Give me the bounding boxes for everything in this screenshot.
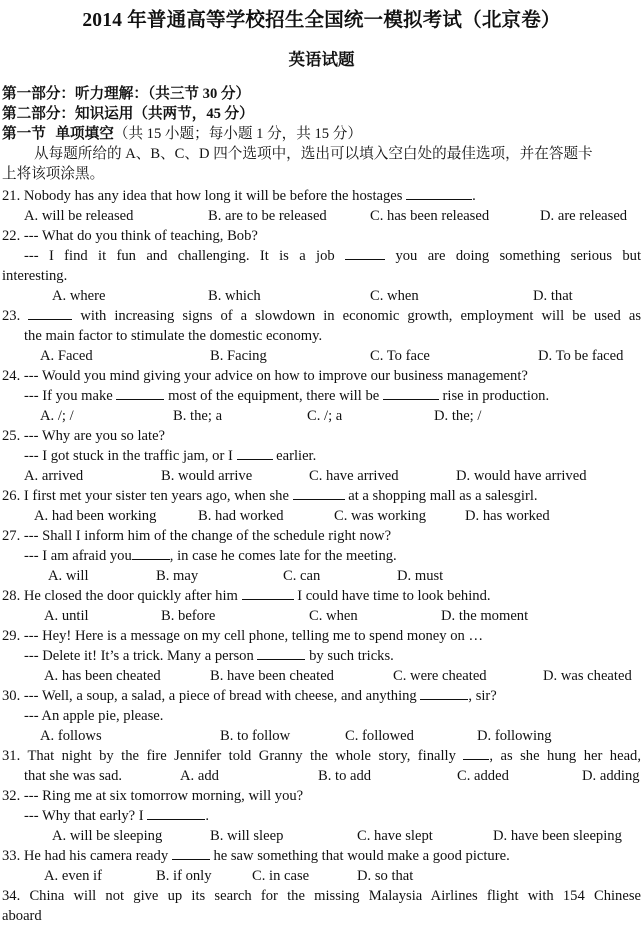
part1-heading: 第一部分：听力理解：（共三节 30 分） xyxy=(2,86,251,102)
question-24-line-2 xyxy=(24,386,549,406)
question-text: 26. I first met your sister ten years ago, when she xyxy=(2,488,289,504)
q29-option-a: A. has been cheated xyxy=(44,668,161,684)
q30-option-b: B. to follow xyxy=(220,728,291,744)
q25-option-b: B. would arrive xyxy=(161,468,253,484)
exam-subtitle: 英语试题 xyxy=(288,50,355,69)
question-text: --- If you make xyxy=(24,388,113,404)
q21-option-d: D. are released xyxy=(540,208,628,224)
question-25-line-2 xyxy=(24,446,316,466)
q32-option-a: A. will be sleeping xyxy=(52,828,163,844)
q27-option-a: A. will xyxy=(48,568,89,584)
answer-blank xyxy=(242,586,294,600)
question-26-stem xyxy=(2,486,538,506)
question-23-line-2: the main factor to stimulate the domestic economy. xyxy=(24,328,323,344)
q33-option-b: B. if only xyxy=(156,868,212,884)
q29-option-b: B. have been cheated xyxy=(210,668,334,684)
answer-blank xyxy=(345,246,385,260)
answer-blank xyxy=(237,446,273,460)
q31-option-b: B. to add xyxy=(318,768,372,784)
q31-option-c: C. added xyxy=(457,768,509,784)
question-text: --- I am afraid you xyxy=(24,548,132,564)
q33-option-d: D. so that xyxy=(357,868,414,884)
section1-label: 第一节 xyxy=(2,126,46,142)
question-text: 33. He had his camera ready xyxy=(2,848,169,864)
exam-title: 2014 年普通高等学校招生全国统一模拟考试（北京卷） xyxy=(82,10,561,31)
q30-option-a: A. follows xyxy=(40,728,102,744)
answer-blank xyxy=(147,806,205,820)
q32-option-c: C. have slept xyxy=(357,828,433,844)
question-33-stem xyxy=(2,846,510,866)
question-text: at a shopping mall as a salesgirl. xyxy=(348,488,538,504)
q22-option-a: A. where xyxy=(52,288,106,304)
section1-heading xyxy=(2,124,362,144)
question-text: , in case he comes late for the meeting. xyxy=(169,548,397,564)
q25-option-c: C. have arrived xyxy=(309,468,399,484)
question-22-line-3: interesting. xyxy=(2,268,68,284)
question-34-line-2: aboard xyxy=(2,908,42,924)
question-text: --- I got stuck in the traffic jam, or I xyxy=(24,448,233,464)
question-27-stem: 27. --- Shall I inform him of the change of the schedule right now? xyxy=(2,528,392,544)
question-27-line-2 xyxy=(24,546,397,566)
q30-option-d: D. following xyxy=(477,728,552,744)
question-29-stem: 29. --- Hey! Here is a message on my cell phone, telling me to spend money on … xyxy=(2,628,484,644)
q24-option-a: A. /; / xyxy=(40,408,74,424)
question-text: --- I find it fun and challenging. It is a job xyxy=(24,248,335,264)
q22-option-b: B. which xyxy=(208,288,261,304)
question-30-line-2: --- An apple pie, please. xyxy=(24,708,164,724)
q33-option-c: C. in case xyxy=(252,868,310,884)
q27-option-d: D. must xyxy=(397,568,444,584)
q23-option-d: D. To be faced xyxy=(538,348,624,364)
question-text: , as she hung her head, xyxy=(489,748,641,764)
q33-option-a: A. even if xyxy=(44,868,102,884)
q24-option-c: C. /; a xyxy=(307,408,343,424)
q27-option-c: C. can xyxy=(283,568,321,584)
q26-option-a: A. had been working xyxy=(34,508,157,524)
question-text: --- Delete it! It’s a trick. Many a person xyxy=(24,648,254,664)
section1-name: 单项填空 xyxy=(55,126,114,142)
q21-option-c: C. has been released xyxy=(370,208,490,224)
q31-option-d: D. adding xyxy=(582,768,640,784)
question-number: 23. xyxy=(2,308,21,324)
q29-option-c: C. were cheated xyxy=(393,668,487,684)
q26-option-d: D. has worked xyxy=(465,508,550,524)
answer-blank xyxy=(420,686,468,700)
q23-option-b: B. Facing xyxy=(210,348,267,364)
q24-option-b: B. the; a xyxy=(173,408,223,424)
q26-option-c: C. was working xyxy=(334,508,427,524)
q32-option-d: D. have been sleeping xyxy=(493,828,622,844)
q26-option-b: B. had worked xyxy=(198,508,284,524)
question-text: , sir? xyxy=(468,688,497,704)
part2-heading: 第二部分：知识运用（共两节，45 分） xyxy=(2,106,254,122)
question-text: 21. Nobody has any idea that how long it will be before the hostages xyxy=(2,188,403,204)
question-22-stem: 22. --- What do you think of teaching, Bob? xyxy=(2,228,258,244)
answer-blank xyxy=(383,386,439,400)
answer-blank xyxy=(28,306,72,320)
question-text: 30. --- Well, a soup, a salad, a piece of bread with cheese, and anything xyxy=(2,688,417,704)
question-text: 31. That night by the fire Jennifer told Granny the whole story, finally xyxy=(2,748,456,764)
answer-blank xyxy=(406,186,472,200)
question-23-stem xyxy=(2,306,641,326)
answer-blank xyxy=(116,386,164,400)
question-34-stem: 34. China will not give up its search for the missing Malaysia Airlines flight with 154 Chinese xyxy=(2,888,641,904)
q23-option-c: C. To face xyxy=(370,348,430,364)
q22-option-c: C. when xyxy=(370,288,419,304)
q23-option-a: A. Faced xyxy=(40,348,93,364)
question-text: most of the equipment, there will be xyxy=(168,388,380,404)
answer-blank xyxy=(132,546,170,560)
question-22-line-2 xyxy=(24,246,641,266)
question-text: --- Why that early? I xyxy=(24,808,144,824)
question-24-stem: 24. --- Would you mind giving your advice on how to improve our business management? xyxy=(2,368,528,384)
instructions-line-2: 上将该项涂黑。 xyxy=(2,166,105,182)
question-31-line-2: that she was sad. xyxy=(24,768,123,784)
question-text: by such tricks. xyxy=(309,648,394,664)
question-28-stem xyxy=(2,586,491,606)
question-29-line-2 xyxy=(24,646,394,666)
question-text: rise in production. xyxy=(442,388,550,404)
q27-option-b: B. may xyxy=(156,568,199,584)
q28-option-c: C. when xyxy=(309,608,358,624)
question-text: . xyxy=(472,188,476,204)
q28-option-b: B. before xyxy=(161,608,216,624)
answer-blank xyxy=(293,486,345,500)
answer-blank xyxy=(257,646,305,660)
q30-option-c: C. followed xyxy=(345,728,414,744)
question-21-stem xyxy=(2,186,476,206)
q25-option-d: D. would have arrived xyxy=(456,468,587,484)
q31-option-a: A. add xyxy=(180,768,219,784)
section1-note: （共 15 小题；每小题 1 分，共 15 分） xyxy=(113,126,362,142)
q24-option-d: D. the; / xyxy=(434,408,482,424)
question-text: I could have time to look behind. xyxy=(297,588,491,604)
answer-blank xyxy=(463,746,489,760)
question-32-line-2 xyxy=(24,806,209,826)
question-text: 28. He closed the door quickly after him xyxy=(2,588,238,604)
question-text: earlier. xyxy=(276,448,317,464)
question-31-stem xyxy=(2,746,641,766)
q21-option-b: B. are to be released xyxy=(208,208,327,224)
question-30-stem xyxy=(2,686,497,706)
question-text: with increasing signs of a slowdown in economic growth, employment will be used as xyxy=(80,308,642,324)
question-text: he saw something that would make a good picture. xyxy=(213,848,510,864)
question-32-stem: 32. --- Ring me at six tomorrow morning, will you? xyxy=(2,788,304,804)
q22-option-d: D. that xyxy=(533,288,573,304)
question-text: you are doing something serious but xyxy=(395,248,642,264)
q28-option-d: D. the moment xyxy=(441,608,529,624)
question-text: . xyxy=(205,808,209,824)
q25-option-a: A. arrived xyxy=(24,468,84,484)
question-25-stem: 25. --- Why are you so late? xyxy=(2,428,166,444)
q29-option-d: D. was cheated xyxy=(543,668,632,684)
instructions-line-1: 从每题所给的 A、B、C、D 四个选项中，选出可以填入空白处的最佳选项，并在答题卡 xyxy=(34,146,593,162)
q32-option-b: B. will sleep xyxy=(210,828,284,844)
q21-option-a: A. will be released xyxy=(24,208,134,224)
answer-blank xyxy=(172,846,210,860)
q28-option-a: A. until xyxy=(44,608,89,624)
